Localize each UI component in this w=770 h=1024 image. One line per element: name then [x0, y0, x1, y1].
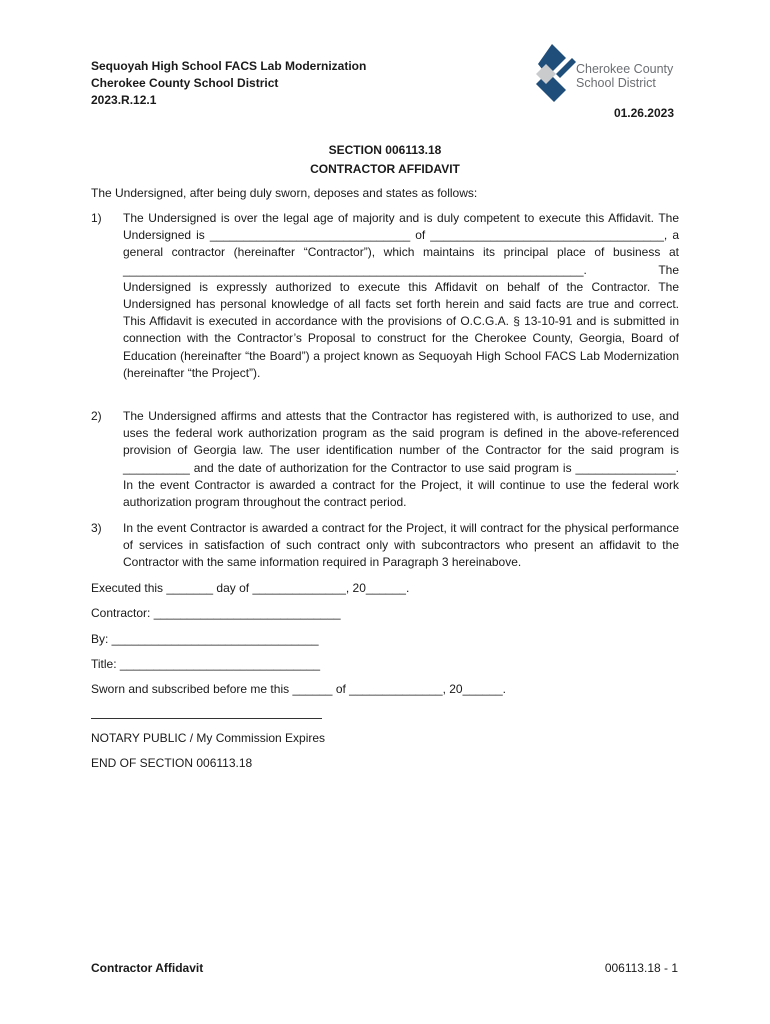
document-number: 2023.R.12.1: [91, 93, 157, 107]
logo-line-1: Cherokee County: [576, 62, 674, 76]
section-title: CONTRACTOR AFFIDAVIT: [310, 162, 460, 176]
footer-title: Contractor Affidavit: [91, 961, 204, 975]
clause-text: The Undersigned is over the legal age of majority and is duly competent to execute this Affidavit. The Undersigned is ______________________________ of ___________________________________, a general contractor (hereinafter “Contractor”), which maintains its principal place of business at _____________________________________________________________________. The Undersigned is expressly authorized to execute this Affidavit on behalf of the Contractor. The Undersigned has personal knowledge of all facts set forth herein and said facts are true and correct. This Affidavit is executed in accordance with the provisions of O.C.G.A. § 13-10-91 and is submitted in connection with the Contractor’s Proposal to construct for the Cherokee County, Georgia, Board of Education (hereinafter “the Board”) a project known as Sequoyah High School FACS Lab Modernization (hereinafter “the Project”).: [123, 211, 679, 380]
district-logo-text: [576, 62, 673, 90]
notary-signature-line: [91, 718, 322, 719]
by-line: By: _______________________________: [91, 632, 319, 646]
sworn-line: Sworn and subscribed before me this ______ of ______________, 20______.: [91, 682, 506, 696]
clause-number: 1): [91, 211, 102, 225]
title-line: Title: ______________________________: [91, 657, 321, 671]
end-of-section: END OF SECTION 006113.18: [91, 756, 253, 770]
clause-number: 3): [91, 521, 102, 535]
clause-number: 2): [91, 409, 102, 423]
logo-line-2: School District: [576, 76, 656, 90]
section-number: SECTION 006113.18: [328, 143, 442, 157]
clause-2: [91, 408, 679, 511]
document-header: [91, 58, 366, 109]
intro-paragraph: The Undersigned, after being duly sworn, deposes and states as follows:: [91, 186, 478, 200]
notary-label: NOTARY PUBLIC / My Commission Expires: [91, 731, 326, 745]
district-logo-mark-icon: [536, 44, 576, 102]
page-number: 006113.18 - 1: [604, 961, 678, 975]
district-logo: [536, 44, 686, 102]
clause-1: [91, 210, 679, 382]
contractor-line: Contractor: ____________________________: [91, 606, 341, 620]
executed-line: Executed this _______ day of ______________, 20______.: [91, 581, 410, 595]
district-name: Cherokee County School District: [91, 76, 279, 90]
clause-text: The Undersigned affirms and attests that the Contractor has registered with, is authorized to use, and uses the federal work authorization program as the said program is defined in the above-referenced provision of Georgia law. The user identification number of the Contractor for the said program is __________ and the date of authorization for the Contractor to use said program is _______________. In the event Contractor is awarded a contract for the Project, it will continue to use the federal work authorization program throughout the contract period.: [123, 409, 679, 510]
clause-3: [91, 520, 679, 572]
project-name: Sequoyah High School FACS Lab Modernization: [91, 59, 367, 73]
clause-text: In the event Contractor is awarded a contract for the Project, it will contract for the physical performance of services in satisfaction of such contract only with subcontractors who present an affidavit to the Contractor with the same information required in Paragraph 3 hereinabove.: [123, 521, 679, 570]
document-date: 01.26.2023: [613, 106, 674, 120]
